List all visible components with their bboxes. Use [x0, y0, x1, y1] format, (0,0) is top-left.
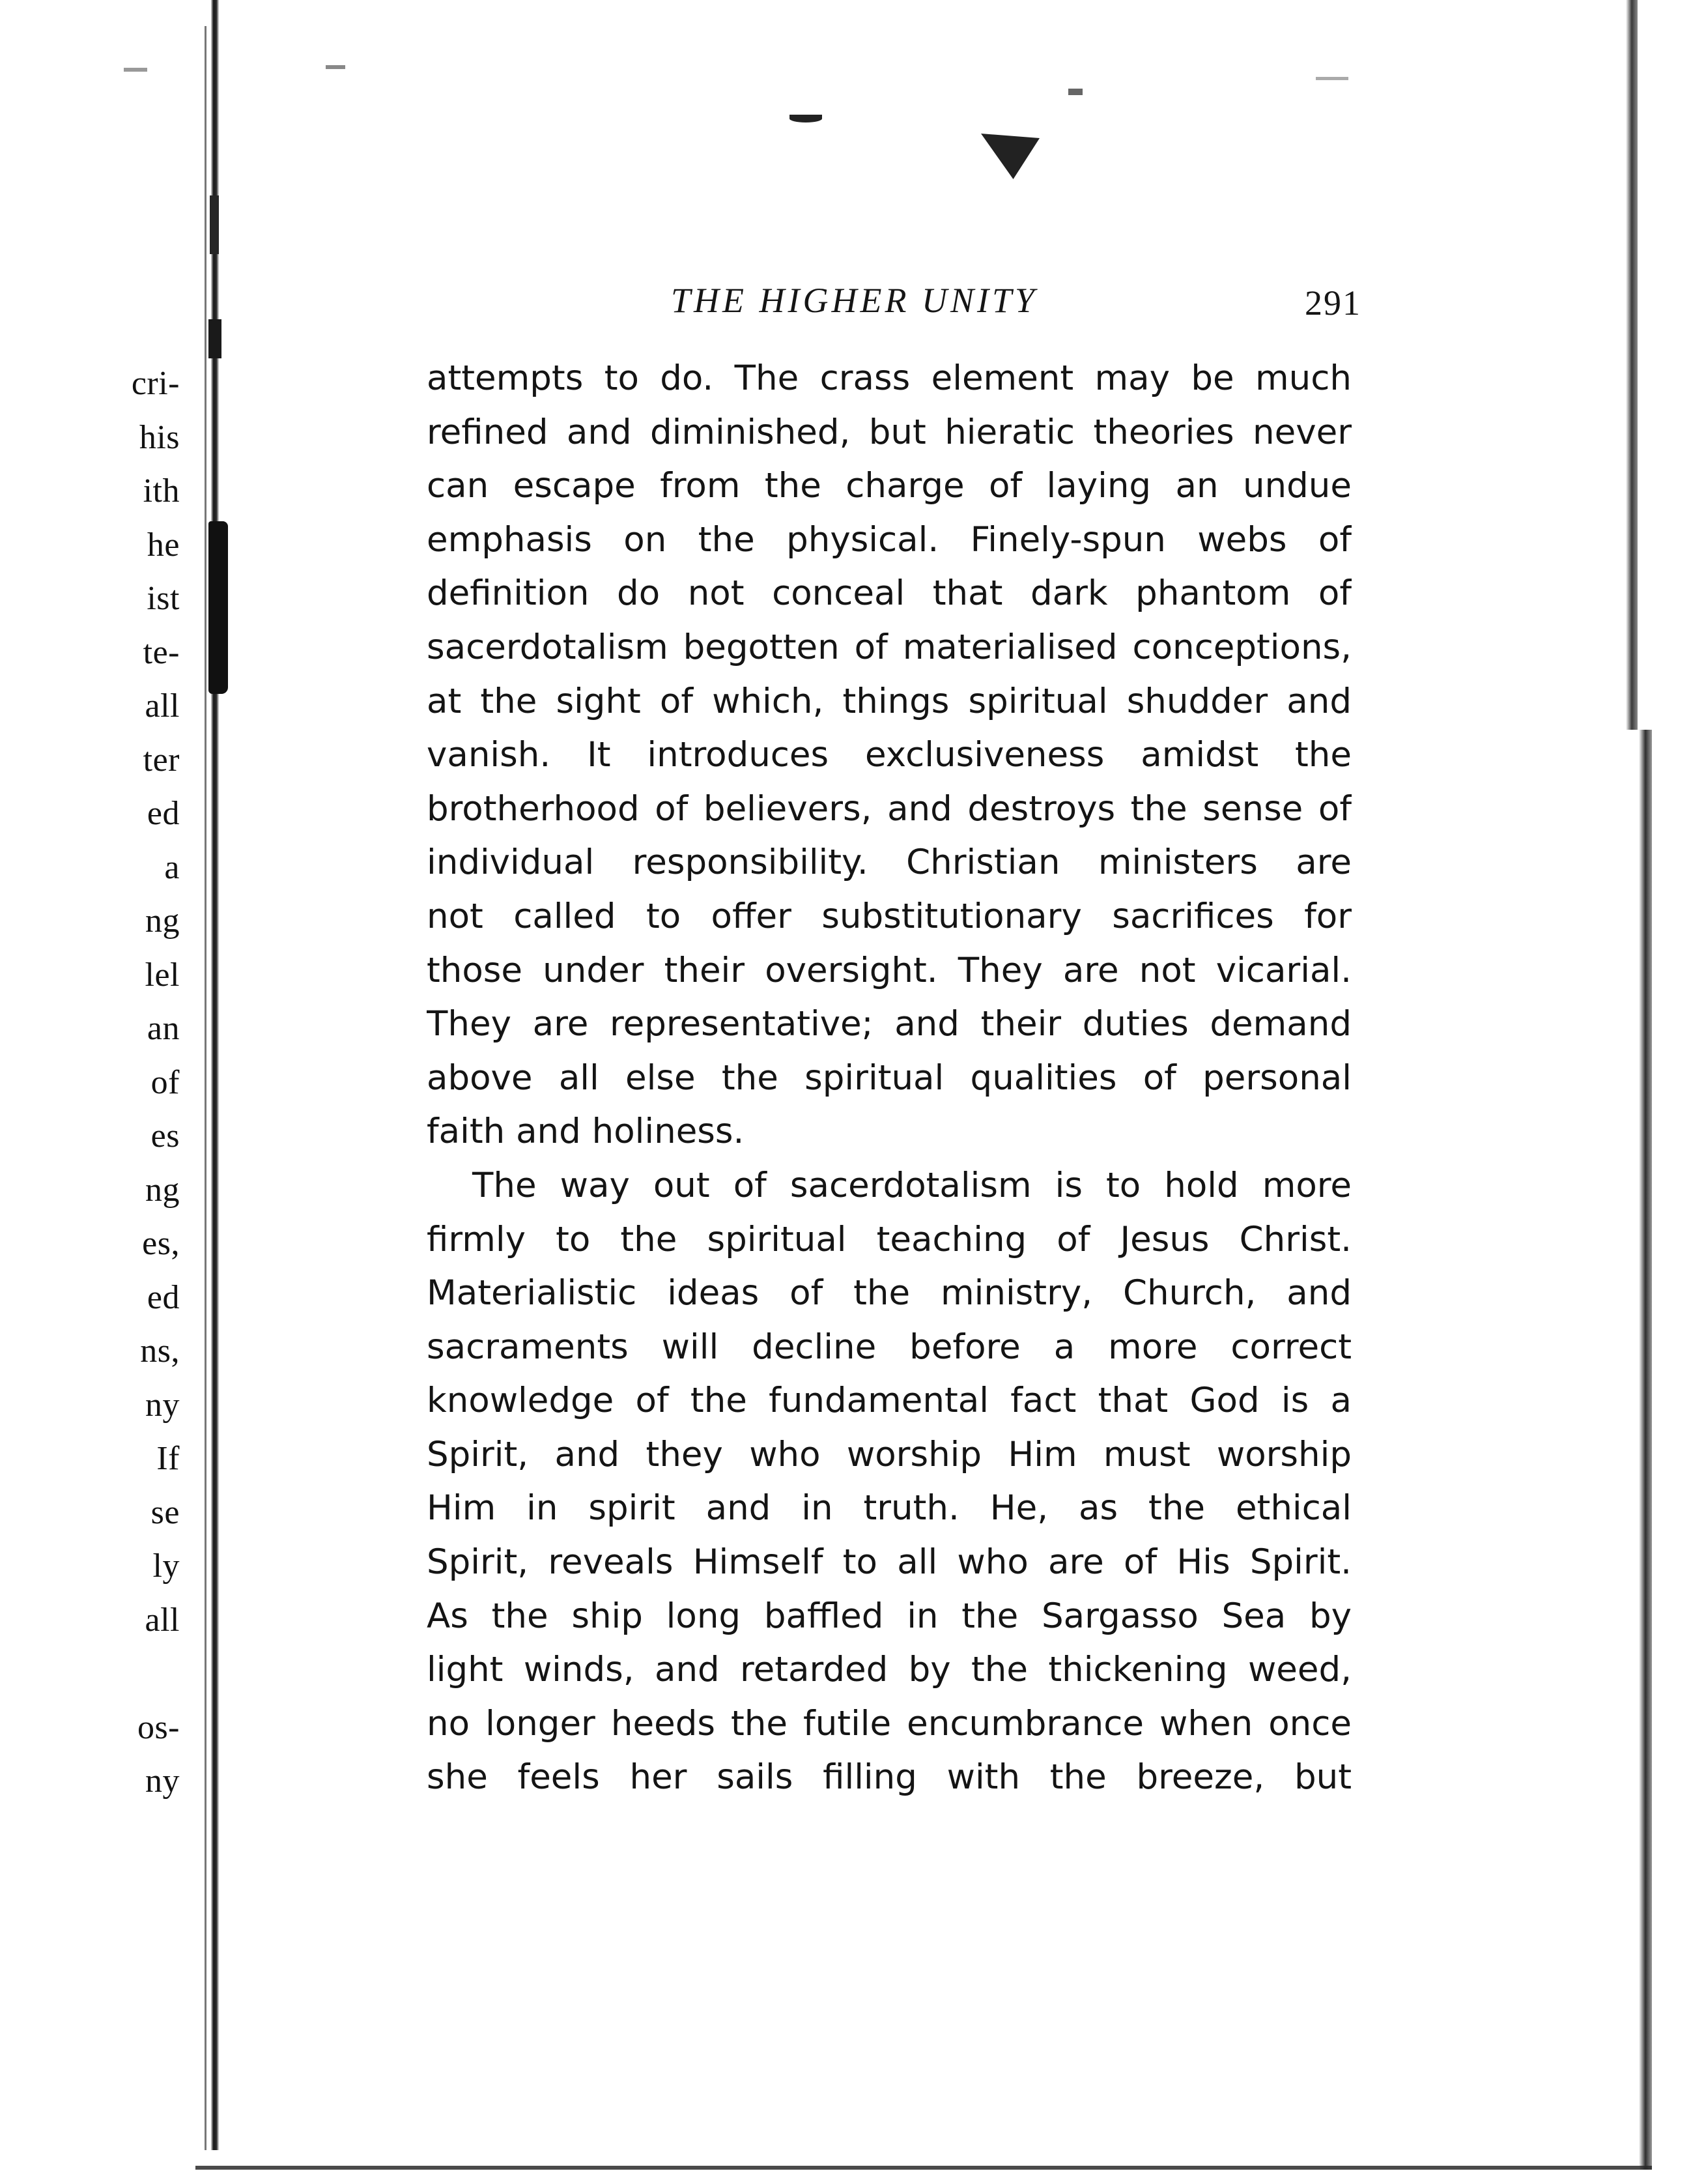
text-line: They are representative; and their duties demand — [427, 1004, 1352, 1044]
scan-smudge — [326, 65, 345, 69]
scan-smudge — [789, 115, 822, 122]
text-line: knowledge of the fundamental fact that God is a — [427, 1381, 1352, 1421]
text-line: not called to offer substitutionary sacrifices for — [427, 896, 1352, 936]
left-fragment-line: a — [164, 848, 180, 886]
left-fragment-line: ny — [145, 1386, 180, 1424]
text-line: at the sight of which, things spiritual shudder and — [427, 681, 1352, 721]
bottom-margin — [195, 2170, 1652, 2184]
text-line: sacraments will decline before a more correct — [427, 1327, 1352, 1367]
running-head-title: THE HIGHER UNITY — [671, 281, 1038, 320]
text-line: firmly to the spiritual teaching of Jesus Christ. — [427, 1219, 1352, 1259]
paragraph-start-line: The way out of sacerdotalism is to hold more — [472, 1165, 1352, 1205]
text-line: emphasis on the physical. Finely-spun webs of — [427, 519, 1352, 560]
left-fragment-line: se — [150, 1493, 180, 1531]
text-line: Him in spirit and in truth. He, as the ethical — [427, 1488, 1352, 1529]
text-line: no longer heeds the futile encumbrance when once — [427, 1703, 1352, 1744]
text-line: definition do not conceal that dark phantom of — [427, 573, 1352, 614]
text-line: vanish. It introduces exclusiveness amidst the — [427, 735, 1352, 775]
text-line: individual responsibility. Christian ministers are — [427, 842, 1352, 883]
left-fragment-line: ed — [147, 1278, 180, 1316]
text-line: refined and diminished, but hieratic theories never — [427, 412, 1352, 452]
left-fragment-line: of — [150, 1063, 180, 1101]
left-fragment-line: ng — [145, 1171, 180, 1209]
text-line: attempts to do. The crass element may be much — [427, 358, 1352, 398]
gutter-ink-blot — [208, 521, 228, 694]
page-edge-shadow — [1639, 730, 1652, 2184]
text-line: can escape from the charge of laying an undue — [427, 466, 1352, 506]
left-fragment-line: ter — [143, 741, 180, 779]
left-fragment-line: os- — [137, 1708, 180, 1746]
left-fragment-line: ed — [147, 795, 180, 832]
text-line: those under their oversight. They are not vicarial. — [427, 950, 1352, 990]
scan-smudge — [1068, 89, 1083, 95]
left-fragment-line: If — [156, 1440, 180, 1477]
scan-smudge — [1316, 77, 1348, 80]
left-fragment-line: es, — [142, 1225, 180, 1262]
left-fragment-line: his — [139, 418, 180, 456]
right-page-edge — [1613, 0, 1691, 2184]
text-line: Spirit, and they who worship Him must worship — [427, 1434, 1352, 1474]
left-fragment-line: ng — [145, 902, 180, 940]
left-fragment-line: ny — [145, 1762, 180, 1800]
page-number: 291 — [1305, 283, 1361, 323]
left-fragment-line: es — [150, 1117, 180, 1155]
left-fragment-line: ith — [143, 472, 180, 510]
left-fragment-line: ns, — [140, 1332, 180, 1370]
left-fragment-line: an — [147, 1010, 180, 1047]
paragraph-end-line: faith and holiness. — [427, 1112, 745, 1152]
left-fragment-line: cri- — [131, 365, 180, 402]
running-head — [430, 267, 1361, 326]
left-fragment-line: te- — [143, 633, 180, 671]
text-line: sacerdotalism begotten of materialised conceptions, — [427, 627, 1352, 667]
gutter-mark — [208, 319, 221, 358]
gutter-mark — [210, 195, 219, 254]
text-line: Spirit, reveals Himself to all who are of His Spirit. — [427, 1542, 1352, 1583]
book-gutter — [197, 0, 236, 2184]
page-body-text — [427, 352, 1352, 1805]
left-page-text-fragments — [102, 357, 180, 1809]
gutter-shadow-line — [205, 26, 206, 2150]
scan-smudge — [981, 134, 1040, 179]
scan-smudge — [124, 68, 147, 72]
text-line: brotherhood of believers, and destroys the sense of — [427, 788, 1352, 829]
left-facing-page — [0, 0, 195, 2184]
text-line: above all else the spiritual qualities of personal — [427, 1057, 1352, 1098]
left-fragment-line: ly — [152, 1547, 180, 1585]
left-fragment-line: lel — [145, 956, 180, 994]
text-line: Materialistic ideas of the ministry, Church, and — [427, 1273, 1352, 1314]
left-fragment-line: all — [145, 687, 180, 725]
text-line: she feels her sails filling with the breeze, but — [427, 1757, 1352, 1798]
text-line: As the ship long baffled in the Sargasso Sea by — [427, 1596, 1352, 1636]
left-fragment-line: all — [145, 1601, 180, 1639]
left-fragment-line: ist — [147, 580, 180, 617]
left-fragment-line: he — [147, 526, 180, 564]
page-edge-shadow — [1626, 0, 1638, 730]
text-line: light winds, and retarded by the thickening weed, — [427, 1650, 1352, 1690]
